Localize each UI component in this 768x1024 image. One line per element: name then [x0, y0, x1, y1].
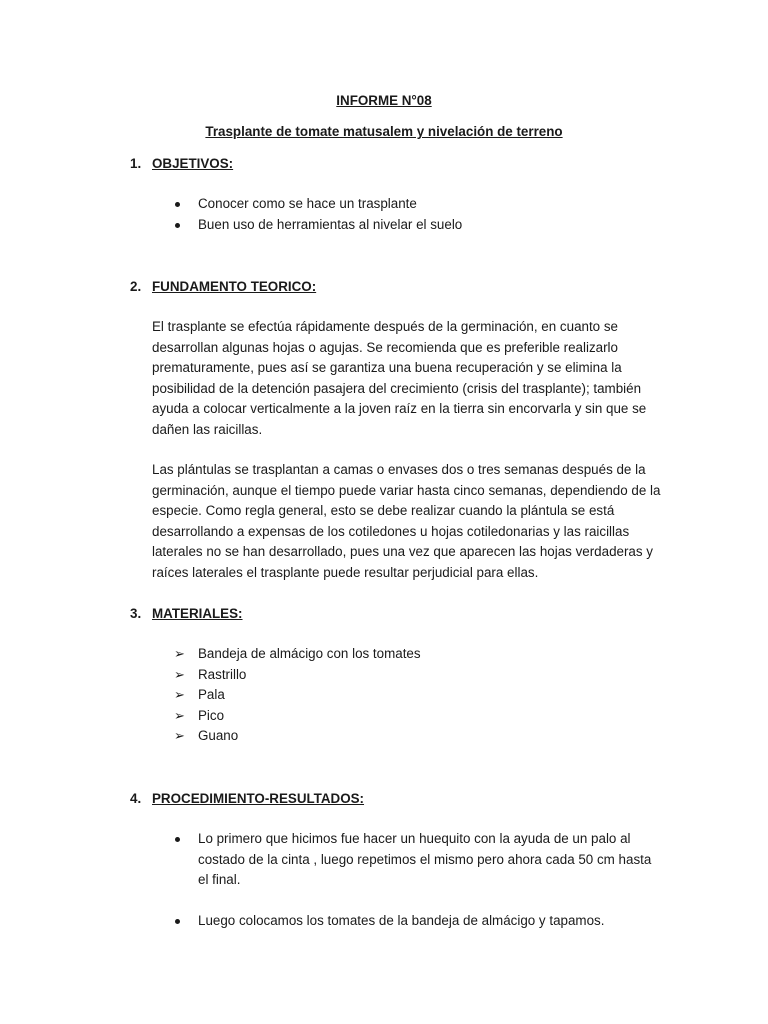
- section-heading-procedimiento: [130, 791, 364, 806]
- section-number: 3.: [130, 606, 142, 621]
- section-label: OBJETIVOS:: [152, 156, 234, 171]
- list-item: [174, 911, 664, 932]
- arrow-bullet-icon: ➢: [174, 646, 185, 661]
- paragraph: Las plántulas se trasplantan a camas o envases dos o tres semanas después de la germinación, aunque el tiempo puede variar hasta cinco semanas, dependiendo de la especie. Como regla general, esto se debe realizar cuando la plántula se está desarrollando a expensas de los cotiledones u hojas cotiledonarias y las raicillas laterales no se han desarrollado, pues una vez que aparecen las hojas verdaderas y raíces laterales el trasplante puede resultar perjudicial para ellas.: [152, 462, 661, 580]
- list-item: [174, 685, 421, 706]
- bullet-icon: [175, 223, 180, 228]
- materiales-list: [174, 644, 421, 747]
- list-item: [174, 706, 421, 727]
- section-number: 2.: [130, 279, 142, 294]
- arrow-bullet-icon: ➢: [174, 666, 185, 682]
- bullet-icon: [175, 919, 180, 924]
- list-item: [174, 644, 421, 665]
- list-item: [174, 215, 462, 236]
- report-title: INFORME N°08: [336, 93, 432, 108]
- list-item-text: Luego colocamos los tomates de la bandeja de almácigo y tapamos.: [198, 913, 605, 928]
- objetivos-list: [174, 194, 462, 235]
- list-item-text: Pico: [198, 707, 225, 723]
- report-subtitle: Trasplante de tomate matusalem y nivelación de terreno: [205, 124, 563, 139]
- section-heading-materiales: [130, 606, 243, 621]
- list-item: [174, 194, 462, 215]
- list-item-text: Buen uso de herramientas al nivelar el suelo: [198, 216, 463, 232]
- section-number: 4.: [130, 791, 142, 806]
- list-item-text: Pala: [198, 687, 225, 703]
- list-item-text: Bandeja de almácigo con los tomates: [198, 646, 421, 661]
- list-item-text: Lo primero que hicimos fue hacer un huequito con la ayuda de un palo al costado de la cinta , luego repetimos el mismo pero ahora cada 50 cm hasta el final.: [198, 831, 652, 888]
- procedimiento-list: [174, 829, 664, 891]
- list-item: [174, 665, 421, 686]
- section-heading-objetivos: [130, 156, 233, 171]
- arrow-bullet-icon: ➢: [174, 707, 185, 723]
- section-label: MATERIALES:: [152, 606, 243, 621]
- list-item-text: Guano: [198, 728, 239, 744]
- list-item: [174, 726, 421, 747]
- list-item: [174, 829, 664, 891]
- section-heading-fundamento: [130, 279, 316, 294]
- section-label: PROCEDIMIENTO-RESULTADOS:: [152, 791, 365, 806]
- section-number: 1.: [130, 156, 142, 171]
- list-item-text: Conocer como se hace un trasplante: [198, 196, 417, 211]
- paragraph: El trasplante se efectúa rápidamente después de la germinación, en cuanto se desarrollan algunas hojas o agujas. Se recomienda que es preferible realizarlo prematuramente, pues así se garantiza una buena recuperación y se elimina la posibilidad de la detención pasajera del crecimiento (crisis del trasplante); también ayuda a colocar verticalmente a la joven raíz en la tierra sin encorvarla y sin que se dañen las raicillas.: [152, 319, 647, 437]
- section-label: FUNDAMENTO TEORICO:: [152, 279, 317, 294]
- arrow-bullet-icon: ➢: [174, 687, 185, 703]
- procedimiento-list: [174, 911, 664, 932]
- bullet-icon: [175, 202, 180, 207]
- list-item-text: Rastrillo: [198, 666, 247, 682]
- arrow-bullet-icon: ➢: [174, 728, 185, 744]
- bullet-icon: [175, 837, 180, 842]
